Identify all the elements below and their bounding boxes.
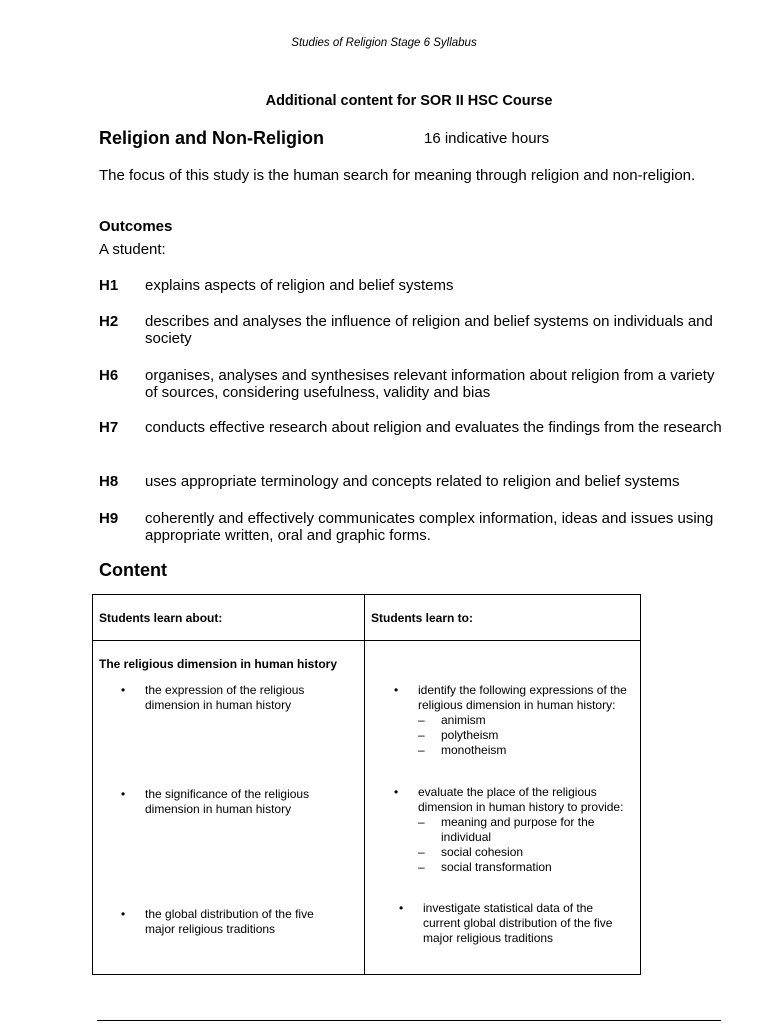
sub-list-item: – social transformation xyxy=(418,860,552,874)
dash-icon: – xyxy=(418,728,425,742)
learn-about-item xyxy=(121,787,335,817)
outcome-code: H9 xyxy=(99,510,119,527)
outcome-code: H8 xyxy=(99,473,119,490)
learn-about-text: the expression of the religious dimension in human history xyxy=(145,683,305,712)
sub-list-item: – polytheism xyxy=(418,728,499,742)
learn-about-text: the significance of the religious dimension in human history xyxy=(145,787,310,816)
learn-to-text: evaluate the place of the religious dimension in human history to provide: xyxy=(418,785,624,814)
content-table xyxy=(92,594,641,975)
bullet-icon: • xyxy=(121,787,126,801)
dash-icon: – xyxy=(418,815,425,829)
learn-to-item xyxy=(394,785,628,875)
bullet-icon: • xyxy=(394,785,399,799)
outcome-text: organises, analyses and synthesises relevant information about religion from a variety of sources, considering usefulness, validity and bias xyxy=(145,367,715,401)
table-column-divider xyxy=(364,595,365,974)
learn-to-item xyxy=(399,901,633,946)
learn-to-text: identify the following expressions of the religious dimension in human history: xyxy=(418,683,627,712)
indicative-hours: 16 indicative hours xyxy=(424,130,550,147)
footer-rule xyxy=(97,1020,721,1021)
bullet-icon: • xyxy=(121,907,126,921)
learn-to-item xyxy=(394,683,633,758)
column-header-learn-to: Students learn to: xyxy=(371,611,474,625)
outcomes-lead: A student: xyxy=(99,241,166,258)
content-heading: Content xyxy=(99,560,167,580)
dash-icon: – xyxy=(418,860,425,874)
outcomes-heading: Outcomes xyxy=(99,218,173,235)
outcome-code: H2 xyxy=(99,313,119,330)
column-header-learn-about: Students learn about: xyxy=(99,611,223,625)
dash-icon: – xyxy=(418,743,425,757)
outcome-code: H6 xyxy=(99,367,119,384)
sub-list-item: – social cohesion xyxy=(418,845,524,859)
running-head: Studies of Religion Stage 6 Syllabus xyxy=(291,37,477,49)
table-subheading: The religious dimension in human history xyxy=(99,657,338,671)
sub-list-item: – monotheism xyxy=(418,743,507,757)
section-title: Religion and Non-Religion xyxy=(99,128,324,148)
table-header-divider xyxy=(93,640,640,641)
outcome-text: explains aspects of religion and belief systems xyxy=(145,277,454,294)
focus-statement: The focus of this study is the human search for meaning through religion and non-religion. xyxy=(99,167,696,184)
outcome-text: uses appropriate terminology and concepts related to religion and belief systems xyxy=(145,473,680,490)
additional-content-heading: Additional content for SOR II HSC Course xyxy=(265,93,553,109)
outcome-text: describes and analyses the influence of religion and belief systems on individuals and society xyxy=(145,313,713,347)
bullet-icon: • xyxy=(121,683,126,697)
sub-list-item: – animism xyxy=(418,713,486,727)
learn-about-item xyxy=(121,907,335,937)
learn-about-text: the global distribution of the five major religious traditions xyxy=(145,907,314,936)
bullet-icon: • xyxy=(399,901,404,915)
dash-icon: – xyxy=(418,845,425,859)
dash-icon: – xyxy=(418,713,425,727)
learn-about-item xyxy=(121,683,335,713)
outcome-text: conducts effective research about religion and evaluates the findings from the research xyxy=(145,419,722,436)
outcome-code: H1 xyxy=(99,277,119,294)
bullet-icon: • xyxy=(394,683,399,697)
sub-list-item: – meaning and purpose for the individual xyxy=(418,815,595,844)
learn-to-text: investigate statistical data of the current global distribution of the five major religious traditions xyxy=(423,901,613,945)
outcome-code: H7 xyxy=(99,419,119,436)
outcome-text: coherently and effectively communicates complex information, ideas and issues using appropriate written, oral and graphic forms. xyxy=(145,510,714,544)
